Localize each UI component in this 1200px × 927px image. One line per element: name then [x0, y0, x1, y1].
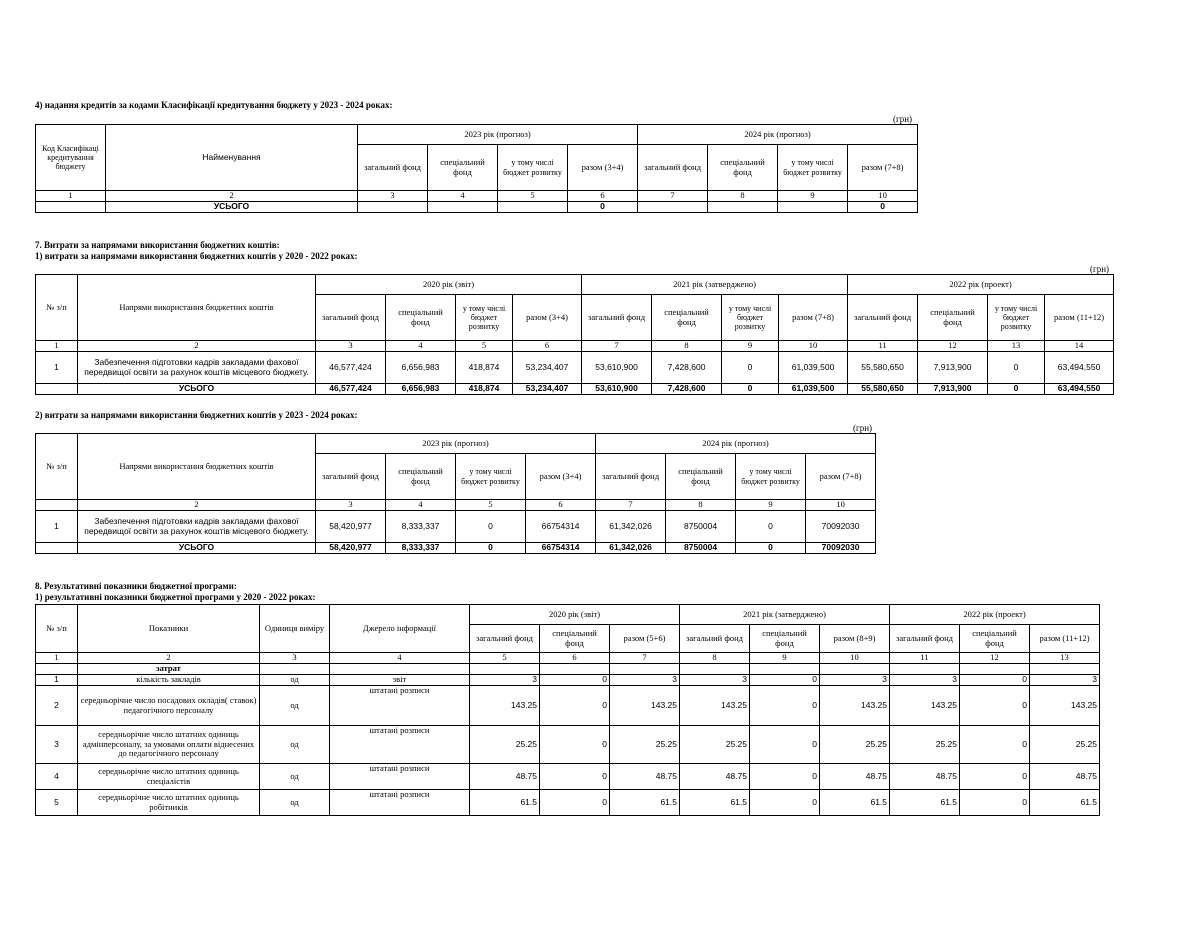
year-2023-header: 2023 рік (прогноз) — [358, 125, 638, 145]
col-dev-budget: у тому числі бюджет розвитку — [778, 145, 848, 191]
table-row — [36, 511, 876, 543]
row-value: 0 — [750, 686, 820, 726]
section-7-sub2: 2) витрати за напрямами використання бюджетних коштів у 2023 - 2024 роках: — [35, 410, 358, 420]
col-no-header: № з/п — [36, 605, 78, 653]
row-name: Забезпечення підготовки кадрів закладами фахової передвищої освіти за рахунок коштів місцевого бюджету. — [78, 352, 316, 384]
col-general-fund: загальний фонд — [358, 145, 428, 191]
col-num: 13 — [1030, 653, 1100, 664]
row-value: 3 — [470, 675, 540, 686]
col-total: разом (7+8) — [848, 145, 918, 191]
col-special-fund: спеціальний фонд — [428, 145, 498, 191]
col-total: разом (11+12) — [1030, 625, 1100, 653]
row-value: 0 — [960, 675, 1030, 686]
row-unit: од — [260, 790, 330, 816]
row-value: 418,874 — [456, 352, 513, 384]
row-number: 1 — [36, 511, 78, 543]
cell-empty — [36, 664, 78, 675]
total-value: 0 — [456, 543, 526, 554]
cell-empty — [1030, 664, 1100, 675]
col-dev-budget: у тому числі бюджет розвитку — [722, 295, 779, 341]
cell-empty — [680, 664, 750, 675]
row-value: 143.25 — [610, 686, 680, 726]
total-value: 8750004 — [666, 543, 736, 554]
row-value: 53,234,407 — [513, 352, 582, 384]
row-source: штатані розписи — [330, 686, 470, 726]
row-value: 0 — [540, 790, 610, 816]
row-value: 61,039,500 — [779, 352, 848, 384]
row-number: 4 — [36, 764, 78, 790]
cell-empty — [36, 202, 106, 213]
cell-empty — [358, 202, 428, 213]
row-value: 143.25 — [470, 686, 540, 726]
total-value: 53,234,407 — [513, 384, 582, 395]
expenses-2020-2022-table — [35, 274, 1114, 395]
total-value: 46,577,424 — [316, 384, 386, 395]
cell-empty — [638, 202, 708, 213]
total-value: 53,610,900 — [582, 384, 652, 395]
row-value: 61.5 — [820, 790, 890, 816]
row-value: 0 — [750, 764, 820, 790]
col-dev-budget: у тому числі бюджет розвитку — [456, 295, 513, 341]
col-num: 6 — [568, 191, 638, 202]
row-value: 7,913,900 — [918, 352, 988, 384]
total-value: 0 — [736, 543, 806, 554]
section-8-title: 8. Результативні показники бюджетної програми: — [35, 581, 237, 591]
row-value: 8,333,337 — [386, 511, 456, 543]
row-value: 25.25 — [680, 726, 750, 764]
col-num: 5 — [456, 341, 513, 352]
col-num: 7 — [638, 191, 708, 202]
cell-empty — [36, 500, 78, 511]
col-dev-budget: у тому числі бюджет розвитку — [456, 454, 526, 500]
cell-empty — [36, 543, 78, 554]
row-name: Забезпечення підготовки кадрів закладами фахової передвищої освіти за рахунок коштів місцевого бюджету. — [78, 511, 316, 543]
col-code-header: Код Класифікаці кредитування бюджету — [36, 125, 106, 191]
col-num: 12 — [960, 653, 1030, 664]
col-num: 10 — [779, 341, 848, 352]
col-indicators-header: Показники — [78, 605, 260, 653]
col-direction-header: Напрями використання бюджетних коштів — [78, 275, 316, 341]
row-value: 0 — [540, 675, 610, 686]
col-special-fund: спеціальний фонд — [540, 625, 610, 653]
col-total: разом (8+9) — [820, 625, 890, 653]
row-name: середньорічне число штатних одиниць адмінперсоналу, за умовами оплати віднесених до педагогічного персоналу — [78, 726, 260, 764]
total-value: 63,494,550 — [1045, 384, 1114, 395]
row-value: 3 — [610, 675, 680, 686]
col-special-fund: спеціальний фонд — [708, 145, 778, 191]
row-value: 143.25 — [680, 686, 750, 726]
col-num: 6 — [540, 653, 610, 664]
col-num: 3 — [316, 341, 386, 352]
row-value: 3 — [680, 675, 750, 686]
col-num: 9 — [736, 500, 806, 511]
col-no-header: № з/п — [36, 434, 78, 500]
cell-empty — [498, 202, 568, 213]
row-number: 1 — [36, 352, 78, 384]
col-num: 10 — [806, 500, 876, 511]
unit-label: (грн) — [853, 423, 873, 433]
col-num: 7 — [596, 500, 666, 511]
col-dev-budget: у тому числі бюджет розвитку — [498, 145, 568, 191]
row-value: 25.25 — [820, 726, 890, 764]
row-number: 2 — [36, 686, 78, 726]
col-special-fund: спеціальний фонд — [750, 625, 820, 653]
row-value: 55,580,650 — [848, 352, 918, 384]
total-value: 7,913,900 — [918, 384, 988, 395]
row-value: 6,656,983 — [386, 352, 456, 384]
total-value: 58,420,977 — [316, 543, 386, 554]
row-value: 3 — [890, 675, 960, 686]
total-row — [36, 543, 876, 554]
year-2024-header: 2024 рік (прогноз) — [638, 125, 918, 145]
row-value: 0 — [750, 790, 820, 816]
row-value: 66754314 — [526, 511, 596, 543]
expenses-2023-2024-table — [35, 433, 876, 554]
col-num: 2 — [78, 500, 316, 511]
table-row — [36, 686, 1100, 726]
group-label: затрат — [78, 664, 260, 675]
col-num: 13 — [988, 341, 1045, 352]
total-value: 0 — [988, 384, 1045, 395]
col-general-fund: загальний фонд — [680, 625, 750, 653]
table-row — [36, 764, 1100, 790]
col-special-fund: спеціальний фонд — [666, 454, 736, 500]
col-num: 3 — [316, 500, 386, 511]
column-numbers-row — [36, 191, 918, 202]
group-row — [36, 664, 1100, 675]
col-num: 1 — [36, 653, 78, 664]
col-num: 8 — [666, 500, 736, 511]
col-num: 14 — [1045, 341, 1114, 352]
col-num: 3 — [260, 653, 330, 664]
row-value: 58,420,977 — [316, 511, 386, 543]
col-special-fund: спеціальний фонд — [918, 295, 988, 341]
col-num: 1 — [36, 341, 78, 352]
column-numbers-row — [36, 653, 1100, 664]
cell-empty — [428, 202, 498, 213]
col-num: 4 — [428, 191, 498, 202]
col-num: 5 — [498, 191, 568, 202]
cell-empty — [708, 202, 778, 213]
total-value: 0 — [568, 202, 638, 213]
row-value: 0 — [540, 726, 610, 764]
row-value: 0 — [722, 352, 779, 384]
total-value: 61,342,026 — [596, 543, 666, 554]
col-num: 7 — [610, 653, 680, 664]
col-total: разом (3+4) — [568, 145, 638, 191]
col-special-fund: спеціальний фонд — [386, 295, 456, 341]
table-row — [36, 790, 1100, 816]
col-num: 2 — [78, 341, 316, 352]
row-value: 0 — [988, 352, 1045, 384]
col-total: разом (5+6) — [610, 625, 680, 653]
row-name: середньорічне число посадових окладів( ставок) педагогічного персоналу — [78, 686, 260, 726]
total-label: УСЬОГО — [78, 543, 316, 554]
total-value: 8,333,337 — [386, 543, 456, 554]
col-num: 2 — [78, 653, 260, 664]
col-general-fund: загальний фонд — [848, 295, 918, 341]
row-value: 25.25 — [470, 726, 540, 764]
year-2020-header: 2020 рік (звіт) — [470, 605, 680, 625]
credits-table — [35, 124, 918, 213]
row-value: 143.25 — [890, 686, 960, 726]
col-num: 8 — [652, 341, 722, 352]
row-source: штатані розписи — [330, 764, 470, 790]
col-general-fund: загальний фонд — [316, 295, 386, 341]
cell-empty — [470, 664, 540, 675]
indicators-table — [35, 604, 1100, 816]
row-value: 61.5 — [1030, 790, 1100, 816]
total-value: 55,580,650 — [848, 384, 918, 395]
col-special-fund: спеціальний фонд — [960, 625, 1030, 653]
table-row — [36, 352, 1114, 384]
col-num: 9 — [750, 653, 820, 664]
row-source: звіт — [330, 675, 470, 686]
section-7-title: 7. Витрати за напрямами використання бюджетних коштів: — [35, 240, 280, 250]
row-value: 0 — [960, 790, 1030, 816]
col-special-fund: спеціальний фонд — [386, 454, 456, 500]
total-value: 7,428,600 — [652, 384, 722, 395]
col-num: 4 — [386, 341, 456, 352]
row-value: 61.5 — [890, 790, 960, 816]
col-direction-header: Напрями використання бюджетних коштів — [78, 434, 316, 500]
total-value: 61,039,500 — [779, 384, 848, 395]
row-value: 46,577,424 — [316, 352, 386, 384]
row-value: 53,610,900 — [582, 352, 652, 384]
total-value: 6,656,983 — [386, 384, 456, 395]
col-total: разом (3+4) — [526, 454, 596, 500]
col-num: 8 — [708, 191, 778, 202]
row-value: 48.75 — [820, 764, 890, 790]
row-value: 61.5 — [610, 790, 680, 816]
row-name: середньорічне число штатних одиниць робітників — [78, 790, 260, 816]
col-dev-budget: у тому числі бюджет розвитку — [736, 454, 806, 500]
col-name-header: Найменування — [106, 125, 358, 191]
row-unit: од — [260, 686, 330, 726]
year-2021-header: 2021 рік (затверджено) — [582, 275, 848, 295]
total-value: 0 — [848, 202, 918, 213]
row-value: 3 — [820, 675, 890, 686]
row-value: 0 — [736, 511, 806, 543]
row-value: 61.5 — [680, 790, 750, 816]
col-num: 4 — [330, 653, 470, 664]
col-num: 11 — [848, 341, 918, 352]
cell-empty — [750, 664, 820, 675]
col-dev-budget: у тому числі бюджет розвитку — [988, 295, 1045, 341]
cell-empty — [778, 202, 848, 213]
row-value: 48.75 — [610, 764, 680, 790]
row-value: 48.75 — [1030, 764, 1100, 790]
row-value: 8750004 — [666, 511, 736, 543]
cell-empty — [540, 664, 610, 675]
col-general-fund: загальний фонд — [316, 454, 386, 500]
unit-label: (грн) — [1090, 264, 1110, 274]
year-2024-header: 2024 рік (прогноз) — [596, 434, 876, 454]
total-value: 418,874 — [456, 384, 513, 395]
row-name: кількість закладів — [78, 675, 260, 686]
col-num: 6 — [526, 500, 596, 511]
row-value: 0 — [750, 726, 820, 764]
row-unit: од — [260, 675, 330, 686]
column-numbers-row — [36, 341, 1114, 352]
row-value: 48.75 — [680, 764, 750, 790]
col-total: разом (7+8) — [806, 454, 876, 500]
total-value: 0 — [722, 384, 779, 395]
col-no-header: № з/п — [36, 275, 78, 341]
total-label: УСЬОГО — [78, 384, 316, 395]
cell-empty — [820, 664, 890, 675]
col-num: 7 — [582, 341, 652, 352]
row-unit: од — [260, 726, 330, 764]
row-value: 0 — [750, 675, 820, 686]
col-num: 9 — [778, 191, 848, 202]
row-value: 48.75 — [890, 764, 960, 790]
cell-empty — [260, 664, 330, 675]
col-general-fund: загальний фонд — [596, 454, 666, 500]
col-total: разом (3+4) — [513, 295, 582, 341]
row-value: 48.75 — [470, 764, 540, 790]
col-num: 1 — [36, 191, 106, 202]
cell-empty — [610, 664, 680, 675]
table-row — [36, 675, 1100, 686]
col-num: 5 — [456, 500, 526, 511]
row-value: 143.25 — [1030, 686, 1100, 726]
col-general-fund: загальний фонд — [890, 625, 960, 653]
col-num: 10 — [820, 653, 890, 664]
row-source: штатані розписи — [330, 790, 470, 816]
row-number: 1 — [36, 675, 78, 686]
total-row — [36, 384, 1114, 395]
year-2023-header: 2023 рік (прогноз) — [316, 434, 596, 454]
cell-empty — [890, 664, 960, 675]
row-value: 25.25 — [610, 726, 680, 764]
col-num: 11 — [890, 653, 960, 664]
year-2020-header: 2020 рік (звіт) — [316, 275, 582, 295]
total-row — [36, 202, 918, 213]
col-num: 10 — [848, 191, 918, 202]
row-value: 7,428,600 — [652, 352, 722, 384]
col-general-fund: загальний фонд — [470, 625, 540, 653]
col-source-header: Джерело інформації — [330, 605, 470, 653]
cell-empty — [960, 664, 1030, 675]
row-name: середньорічне число штатних одиниць спеціалістів — [78, 764, 260, 790]
total-value: 66754314 — [526, 543, 596, 554]
cell-empty — [330, 664, 470, 675]
col-num: 3 — [358, 191, 428, 202]
section-8-sub1: 1) результативні показники бюджетної програми у 2020 - 2022 роках: — [35, 592, 316, 602]
col-general-fund: загальний фонд — [638, 145, 708, 191]
row-value: 61,342,026 — [596, 511, 666, 543]
row-value: 143.25 — [820, 686, 890, 726]
year-2022-header: 2022 рік (проект) — [848, 275, 1114, 295]
year-2021-header: 2021 рік (затверджено) — [680, 605, 890, 625]
year-2022-header: 2022 рік (проект) — [890, 605, 1100, 625]
row-source: штатані розписи — [330, 726, 470, 764]
row-value: 25.25 — [1030, 726, 1100, 764]
col-total: разом (11+12) — [1045, 295, 1114, 341]
col-total: разом (7+8) — [779, 295, 848, 341]
row-value: 0 — [540, 764, 610, 790]
col-special-fund: спеціальний фонд — [652, 295, 722, 341]
unit-label: (грн) — [893, 114, 913, 124]
col-num: 5 — [470, 653, 540, 664]
row-value: 0 — [540, 686, 610, 726]
row-number: 5 — [36, 790, 78, 816]
table-row — [36, 726, 1100, 764]
section-4-title: 4) надання кредитів за кодами Класифікації кредитування бюджету у 2023 - 2024 роках: — [35, 100, 393, 110]
col-num: 2 — [106, 191, 358, 202]
total-value: 70092030 — [806, 543, 876, 554]
cell-empty — [36, 384, 78, 395]
col-num: 8 — [680, 653, 750, 664]
row-value: 0 — [960, 764, 1030, 790]
row-value: 70092030 — [806, 511, 876, 543]
row-value: 63,494,550 — [1045, 352, 1114, 384]
col-num: 4 — [386, 500, 456, 511]
col-num: 12 — [918, 341, 988, 352]
row-value: 25.25 — [890, 726, 960, 764]
column-numbers-row — [36, 500, 876, 511]
row-value: 3 — [1030, 675, 1100, 686]
total-label: УСЬОГО — [106, 202, 358, 213]
col-unit-header: Одиниця виміру — [260, 605, 330, 653]
section-7-sub1: 1) витрати за напрямами використання бюджетних коштів у 2020 - 2022 роках: — [35, 251, 358, 261]
row-value: 0 — [960, 726, 1030, 764]
row-value: 61.5 — [470, 790, 540, 816]
col-general-fund: загальний фонд — [582, 295, 652, 341]
row-number: 3 — [36, 726, 78, 764]
col-num: 9 — [722, 341, 779, 352]
row-value: 0 — [456, 511, 526, 543]
row-value: 0 — [960, 686, 1030, 726]
col-num: 6 — [513, 341, 582, 352]
row-unit: од — [260, 764, 330, 790]
